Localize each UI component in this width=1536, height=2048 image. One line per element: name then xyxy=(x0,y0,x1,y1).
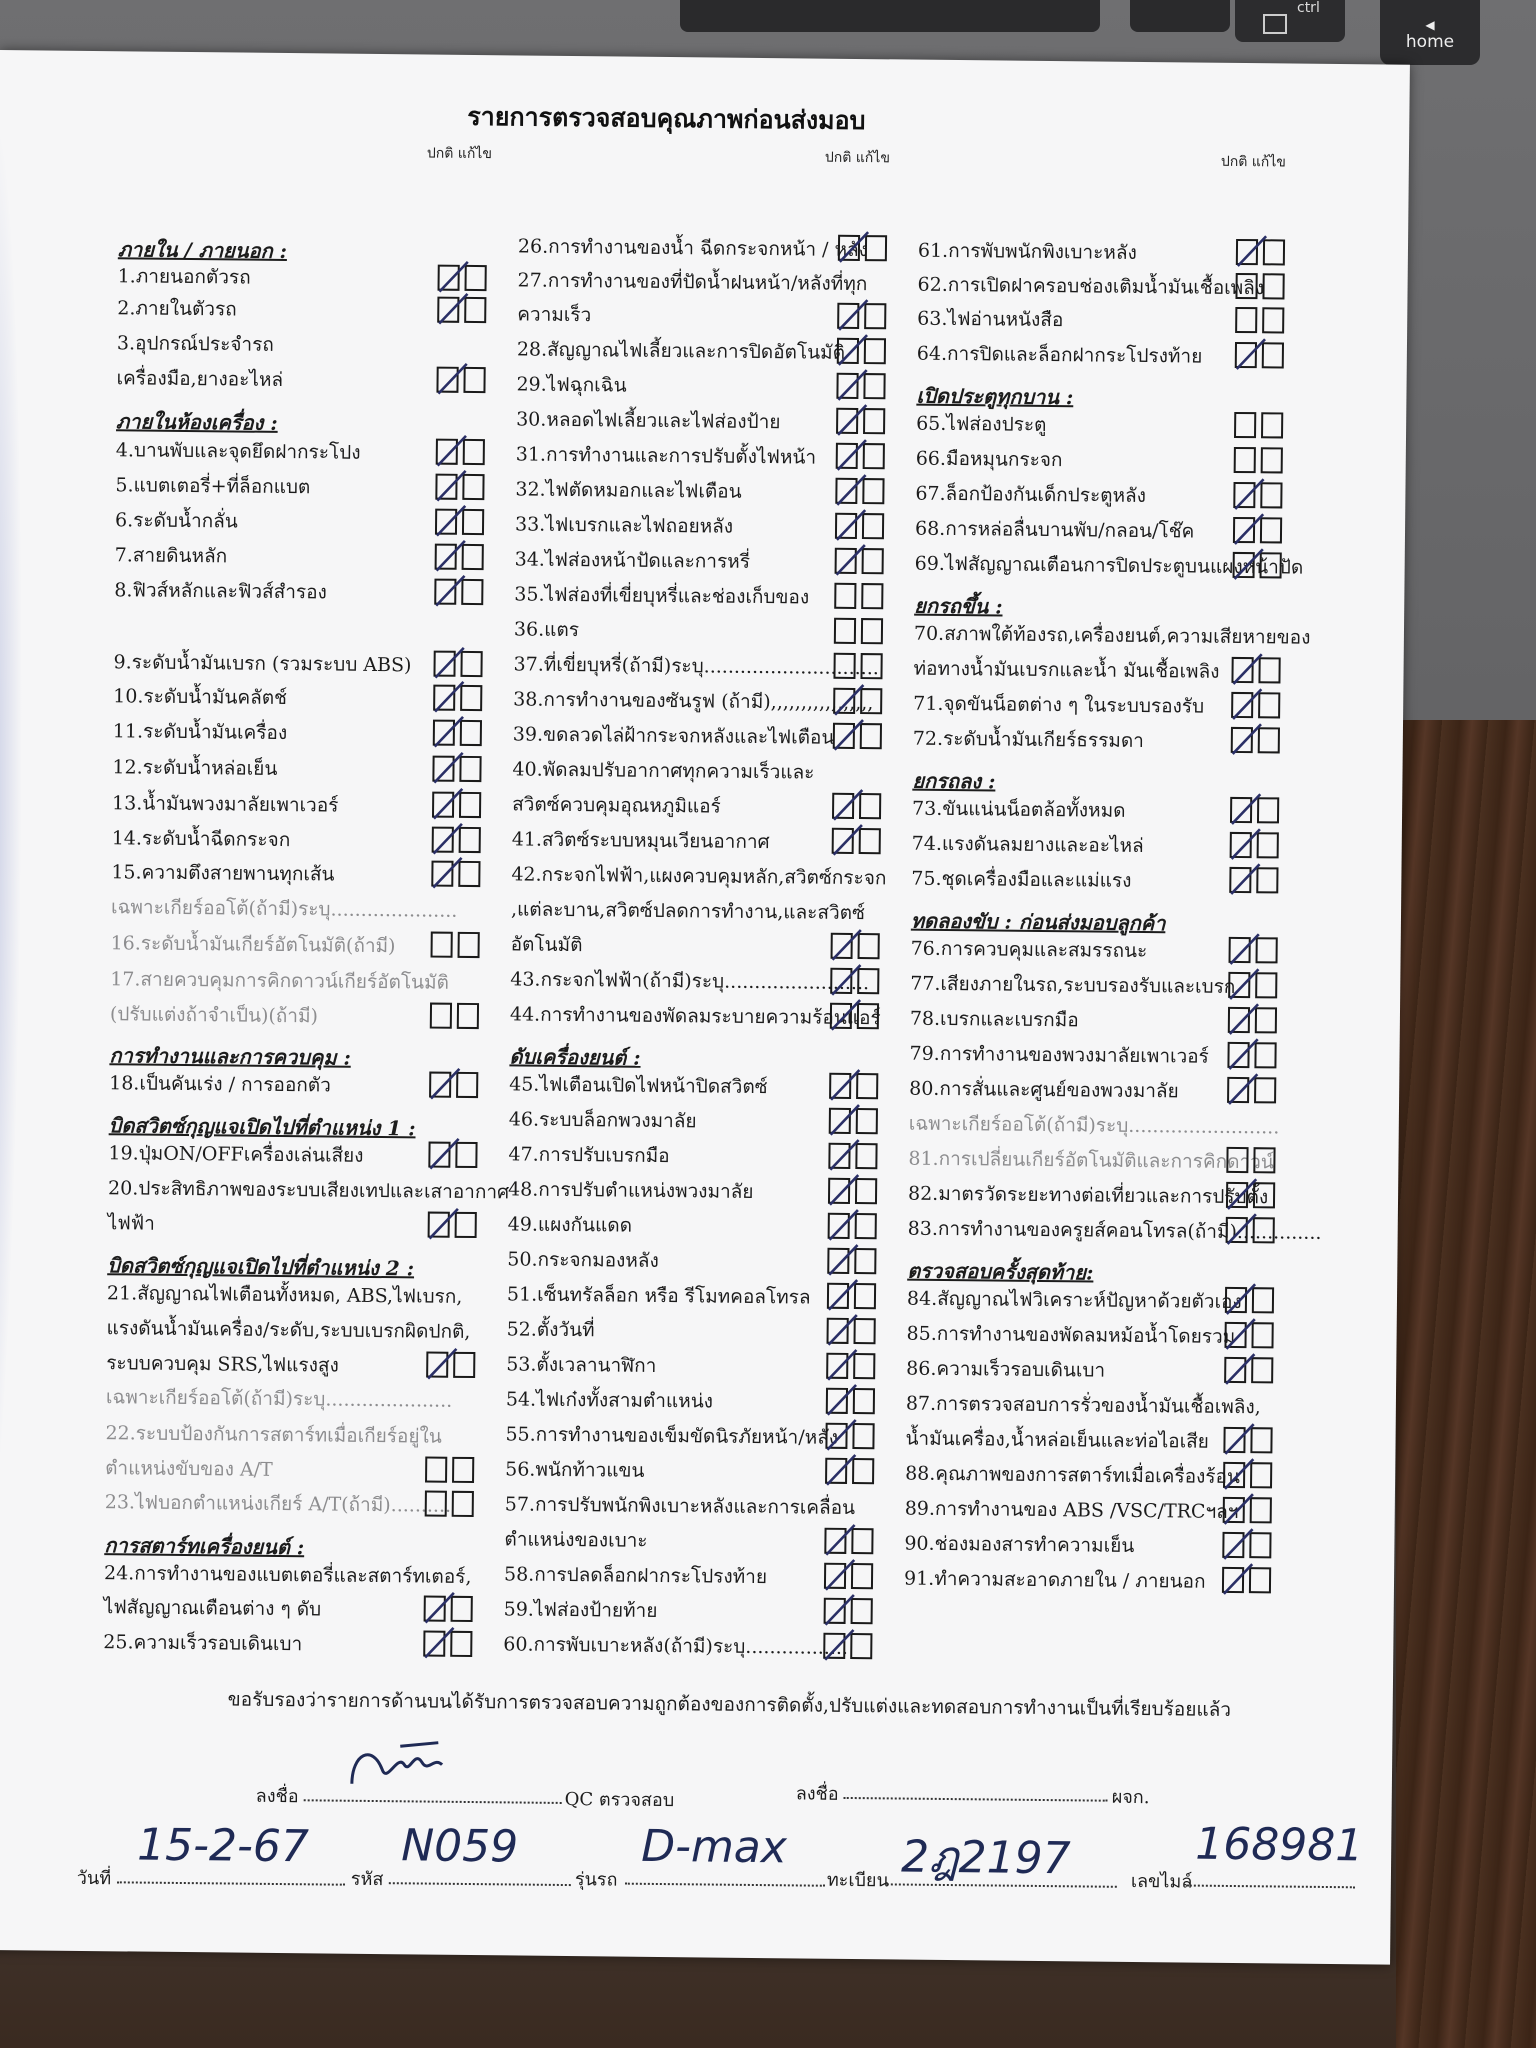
checkbox-pair[interactable] xyxy=(828,1178,880,1207)
checkbox-pair[interactable] xyxy=(832,828,884,857)
checkbox-pair[interactable] xyxy=(1228,972,1280,1001)
checkbox-pair[interactable] xyxy=(435,509,487,538)
check-mark-icon xyxy=(1220,1350,1260,1390)
col-header-2: ปกติ แก้ไข xyxy=(824,149,891,167)
checklist-item-label: 26.การทำงานของน้ำ ฉีดกระจกหน้า / หลัง xyxy=(517,235,869,262)
check-mark-icon xyxy=(1227,720,1267,760)
code-label: รหัส xyxy=(350,1868,384,1891)
checklist-item-label: 19.ปุ่มON/OFFเครื่องเล่นเสียง xyxy=(108,1142,364,1167)
section-heading: ยกรถลง : xyxy=(912,768,996,794)
checkbox-pair[interactable] xyxy=(426,1352,478,1381)
check-mark-icon xyxy=(834,228,874,268)
checklist-item-label: 15.ความตึงสายพานทุกเส้น xyxy=(111,861,335,886)
checkbox-normal[interactable] xyxy=(834,583,856,609)
checklist-item-label: ระบบควบคุม SRS,ไฟแรงสูง xyxy=(106,1352,339,1377)
checklist-item-label: 37.ที่เขี่ยบุหรี่(ถ้ามี)ระบุ............................. xyxy=(513,653,879,680)
checkbox-normal[interactable] xyxy=(833,653,855,679)
checkbox-pair[interactable] xyxy=(827,1248,879,1277)
checkbox-pair[interactable] xyxy=(1233,482,1285,511)
checklist-item-label: 88.คุณภาพของการสตาร์ทเมื่อเครื่องร้อน xyxy=(905,1462,1241,1489)
checkbox-pair[interactable] xyxy=(1235,307,1287,336)
checkbox-pair[interactable] xyxy=(826,1353,878,1382)
checkbox-fix[interactable] xyxy=(452,1491,474,1517)
checkbox-pair[interactable] xyxy=(837,303,889,332)
checkbox-pair[interactable] xyxy=(1231,657,1283,686)
checkbox-fix[interactable] xyxy=(860,653,882,679)
checkbox-pair[interactable] xyxy=(833,653,885,682)
checklist-item-label: ไฟฟ้า xyxy=(107,1212,155,1235)
checklist-item-label: 44.การทำงานของพัดลมระบายความร้อนแอร์ xyxy=(509,1003,881,1030)
section-heading: ดับเครื่องยนต์ : xyxy=(509,1044,641,1070)
checklist-item-label: 16.ระดับน้ำมันเกียร์อัตโนมัติ(ถ้ามี) xyxy=(110,932,396,958)
checklist-item-label: 31.การทำงานและการปรับตั้งไฟหน้า xyxy=(515,443,817,469)
date-line xyxy=(117,1881,345,1885)
checklist-item-label: 4.บานพับและจุดยึดฝากระโปง xyxy=(115,439,361,464)
checklist-item-label: น้ำมันเครื่อง,น้ำหล่อเย็นและท่อไอเสีย xyxy=(905,1427,1209,1453)
qc-sign-label: ลงชื่อ xyxy=(255,1785,299,1808)
wood-table xyxy=(1396,720,1536,2048)
checklist-item-label: 6.ระดับน้ำกลั่น xyxy=(114,509,238,533)
checkbox-pair[interactable] xyxy=(1223,1427,1275,1456)
check-mark-icon xyxy=(429,713,469,753)
checkbox-pair[interactable] xyxy=(835,513,887,542)
checkbox-fix[interactable] xyxy=(458,932,480,958)
keyboard-key xyxy=(1130,0,1230,32)
checkbox-fix[interactable] xyxy=(861,618,883,644)
checkbox-fix[interactable] xyxy=(457,1003,479,1029)
checkbox-pair[interactable] xyxy=(824,1563,876,1592)
checklist-item-label: เฉพาะเกียร์ออโต้(ถ้ามี)ระบุ......................... xyxy=(908,1112,1280,1139)
checklist-item-label: 85.การทำงานของพัดลมหม้อน้ำโดยรวม xyxy=(906,1322,1236,1349)
checklist-item-label: 79.การทำงานของพวงมาลัยเพาเวอร์ xyxy=(909,1042,1209,1068)
keyboard-key-home xyxy=(1380,0,1480,65)
checkbox-pair[interactable] xyxy=(829,1073,881,1102)
checkbox-pair[interactable] xyxy=(431,861,483,890)
check-mark-icon xyxy=(424,1135,464,1175)
checkbox-pair[interactable] xyxy=(1229,867,1281,896)
checklist-item-label: 86.ความเร็วรอบเดินเบา xyxy=(906,1357,1106,1382)
manager-label: ผจก. xyxy=(1111,1786,1150,1809)
checklist-item-label: 62.การเปิดฝาครอบช่องเติมน้ำมันเชื้อเพลิง xyxy=(917,273,1265,300)
checklist-item-label: 55.การทำงานของเข็มขัดนิรภัยหน้า/หลัง xyxy=(505,1423,839,1449)
checkbox-pair[interactable] xyxy=(830,1003,882,1032)
checklist-item-label: 50.กระจกมองหลัง xyxy=(507,1248,659,1272)
checkbox-pair[interactable] xyxy=(425,1491,477,1520)
checkbox-pair[interactable] xyxy=(425,1457,477,1486)
checklist-item-label: 68.การหล่อลื่นบานพับ/กลอน/โช๊ค xyxy=(914,517,1195,543)
arrow-left-icon: ◀ xyxy=(1425,18,1435,32)
checkbox-pair[interactable] xyxy=(828,1213,880,1242)
checklist-item-label: 81.การเปลี่ยนเกียร์อัตโนมัติและการคิกดาวน์ xyxy=(908,1147,1274,1174)
checklist-item-label: 61.การพับพนักพิงเบาะหลัง xyxy=(917,239,1137,264)
checkbox-pair[interactable] xyxy=(1225,1287,1277,1316)
checkbox-pair[interactable] xyxy=(1223,1462,1275,1491)
checklist-item-label: 34.ไฟส่องหน้าปัดและการหรี่ xyxy=(514,548,751,573)
checklist-item-label: 38.การทำงานของซันรูฟ (ถ้ามี),,,,,,,,,,,,,,,,, xyxy=(513,688,874,715)
ctrl-label: ctrl xyxy=(1297,0,1320,16)
checklist-item-label: 87.การตรวจสอบการรั่วของน้ำมันเชื้อเพลิง, xyxy=(905,1392,1261,1419)
checklist-item-label: 76.การควบคุมและสมรรถนะ xyxy=(910,937,1148,963)
checkbox-pair[interactable] xyxy=(838,235,890,264)
checklist-item-label: 54.ไฟเก๋งทั้งสามตำแหน่ง xyxy=(505,1388,714,1413)
checkbox-pair[interactable] xyxy=(1226,1217,1278,1246)
checkbox-pair[interactable] xyxy=(1231,727,1283,756)
check-mark-icon xyxy=(428,749,468,789)
checkbox-pair[interactable] xyxy=(437,297,489,326)
checkbox-normal[interactable] xyxy=(1234,412,1256,438)
checkbox-pair[interactable] xyxy=(428,1142,480,1171)
checkbox-normal[interactable] xyxy=(425,1491,447,1517)
check-mark-icon xyxy=(425,1065,465,1105)
checkbox-pair[interactable] xyxy=(432,792,484,821)
checklist-item-label: 49.แผงกันแดด xyxy=(507,1213,633,1237)
checklist-item-label: 71.จุดขันน็อตต่าง ๆ ในระบบรองรับ xyxy=(913,692,1205,718)
checkbox-pair[interactable] xyxy=(1230,832,1282,861)
checklist-item-label: 83.การทำงานของครูยส์คอนโทรล(ถ้ามี).............. xyxy=(907,1217,1322,1244)
check-mark-icon xyxy=(819,1626,859,1666)
checkbox-pair[interactable] xyxy=(829,1108,881,1137)
col-header-3: ปกติ แก้ไข xyxy=(1220,153,1287,171)
checkbox-pair[interactable] xyxy=(436,367,488,396)
checkbox-pair[interactable] xyxy=(433,685,485,714)
checkbox-pair[interactable] xyxy=(1224,1322,1276,1351)
checklist-item-label: 45.ไฟเตือนเปิดไฟหน้าปิดสวิตซ์ xyxy=(509,1073,768,1099)
checklist-item-label: เฉพาะเกียร์ออโต้(ถ้ามี)ระบุ..................... xyxy=(110,896,458,922)
checkbox-fix[interactable] xyxy=(1262,307,1284,333)
mile-line xyxy=(1187,1885,1355,1889)
check-mark-icon xyxy=(1222,1210,1262,1250)
checklist-item-label: 84.สัญญาณไฟวิเคราะห์ปัญหาด้วยตัวเอง xyxy=(906,1287,1242,1314)
checklist-item-label: 23.ไฟบอกตำแหน่งเกียร์ A/T(ถ้ามี).......... xyxy=(104,1491,452,1517)
checklist-item-label: 40.พัดลมปรับอากาศทุกความเร็วและ xyxy=(512,758,815,784)
checklist-item-label: 82.มาตรวัดระยะทางต่อเที่ยวและการปรับตั้ง xyxy=(907,1182,1269,1209)
mile-value: 168981 xyxy=(1195,1818,1364,1872)
checklist-item-label: 51.เซ็นทรัลล็อก หรือ รีโมทคอลโทรล xyxy=(506,1283,811,1309)
check-mark-icon xyxy=(433,290,473,330)
checkbox-pair[interactable] xyxy=(433,651,485,680)
checklist-item-label: อัตโนมัติ xyxy=(510,933,583,957)
form-title: รายการตรวจสอบคุณภาพก่อนส่งมอบ xyxy=(467,101,866,136)
checkbox-normal[interactable] xyxy=(1226,1147,1248,1173)
checklist-item-label: ไฟสัญญาณเตือนต่าง ๆ ดับ xyxy=(103,1596,322,1621)
checklist-item-label: 3.อุปกรณ์ประจำรถ xyxy=(116,332,274,356)
check-mark-icon xyxy=(826,996,866,1036)
checklist-item-label: 11.ระดับน้ำมันเครื่อง xyxy=(112,720,288,745)
checkbox-pair[interactable] xyxy=(1234,412,1286,441)
checkbox-pair[interactable] xyxy=(1233,552,1285,581)
check-mark-icon xyxy=(1218,1560,1258,1600)
checklist-item-label: 30.หลอดไฟเลี้ยวและไฟส่องป้าย xyxy=(516,408,781,434)
checklist-item-label: 18.เป็นคันเร่ง / การออกตัว xyxy=(109,1072,331,1097)
checkbox-pair[interactable] xyxy=(1235,342,1287,371)
checkbox-pair[interactable] xyxy=(434,579,486,608)
checkbox-pair[interactable] xyxy=(1226,1182,1278,1211)
section-heading: ยกรถขึ้น : xyxy=(914,593,1003,619)
checklist-item-label: 8.ฟิวส์หลักและฟิวส์สำรอง xyxy=(114,579,327,604)
checklist-item-label: 64.การปิดและล็อกฝากระโปรงท้าย xyxy=(916,342,1203,368)
check-mark-icon xyxy=(1231,335,1271,375)
checkbox-pair[interactable] xyxy=(1236,239,1288,268)
checkbox-normal[interactable] xyxy=(431,932,453,958)
checkbox-pair[interactable] xyxy=(1227,1042,1279,1071)
checkbox-normal[interactable] xyxy=(1235,307,1257,333)
section-heading: บิดสวิตซ์กุญแจเปิดไปที่ตำแหน่ง 2 : xyxy=(107,1253,415,1281)
checklist-paper xyxy=(0,50,1410,1965)
keyboard-key xyxy=(680,0,1100,32)
checklist-item-label: ท่อทางน้ำมันเบรกและน้ำ มันเชื้อเพลิง xyxy=(913,657,1220,683)
keyboard-key-ctrl xyxy=(1235,0,1345,42)
check-mark-icon xyxy=(430,572,470,612)
checklist-item-label: 27.การทำงานของที่ปัดน้ำฝนหน้า/หลังที่ทุก xyxy=(517,269,868,296)
checkbox-pair[interactable] xyxy=(436,439,488,468)
section-heading: การสตาร์ทเครื่องยนต์ : xyxy=(104,1533,305,1560)
check-mark-icon xyxy=(830,541,870,581)
check-mark-icon xyxy=(828,821,868,861)
section-heading: เปิดประตูทุกบาน : xyxy=(916,383,1074,410)
checklist-item-label: 75.ชุดเครื่องมือและแม่แรง xyxy=(911,867,1132,892)
checkbox-normal[interactable] xyxy=(1235,273,1257,299)
section-heading: ทดลองขับ : ก่อนส่งมอบลูกค้า xyxy=(910,908,1166,936)
section-heading: ตรวจสอบครั้งสุดท้าย: xyxy=(907,1258,1094,1285)
model-value: D-max xyxy=(640,1820,788,1874)
checklist-item-label: 56.พนักท้าวแขน xyxy=(505,1458,645,1482)
reg-label: ทะเบียน xyxy=(826,1869,889,1892)
checklist-item-label: 57.การปรับพนักพิงเบาะหลังและการเคลื่อน xyxy=(504,1493,856,1520)
checkbox-pair[interactable] xyxy=(827,1283,879,1312)
checklist-item-label: 10.ระดับน้ำมันคลัตช์ xyxy=(113,685,288,710)
checkbox-pair[interactable] xyxy=(830,968,882,997)
reg-value: 2ฎ2197 xyxy=(900,1831,1071,1885)
date-value: 15-2-67 xyxy=(136,1819,310,1873)
checkbox-fix[interactable] xyxy=(861,583,883,609)
home-label: home xyxy=(1405,32,1455,52)
checklist-item-label: 58.การปลดล็อกฝากระโปรงท้าย xyxy=(503,1563,768,1589)
checklist-item-label: 66.มือหมุนกระจก xyxy=(915,447,1063,472)
checkbox-pair[interactable] xyxy=(836,408,888,437)
checklist-item-label: ,แต่ละบาน,สวิตซ์ปลดการทำงาน,และสวิตซ์ xyxy=(510,898,866,925)
checklist-item-label: 36.แตร xyxy=(513,618,580,642)
checkbox-pair[interactable] xyxy=(836,373,888,402)
checkbox-pair[interactable] xyxy=(824,1528,876,1557)
checkbox-pair[interactable] xyxy=(1235,273,1287,302)
checklist-item-label: เครื่องมือ,ยางอะไหล่ xyxy=(116,367,284,391)
checklist-item-label: 90.ช่องมองสารทำความเย็น xyxy=(904,1532,1135,1557)
checkbox-pair[interactable] xyxy=(832,793,884,822)
checkbox-pair[interactable] xyxy=(835,548,887,577)
checkbox-pair[interactable] xyxy=(433,720,485,749)
section-heading: บิดสวิตซ์กุญแจเปิดไปที่ตำแหน่ง 1 : xyxy=(108,1113,416,1141)
checklist-item-label: 17.สายควบคุมการคิกดาวน์เกียร์อัตโนมัติ xyxy=(110,968,450,994)
checkbox-pair[interactable] xyxy=(430,932,482,961)
checklist-item-label: (ปรับแต่งถ้าจำเป็น)(ถ้ามี) xyxy=(109,1003,319,1028)
checkbox-pair[interactable] xyxy=(1223,1497,1275,1526)
checkbox-fix[interactable] xyxy=(1261,447,1283,473)
checklist-item-label: ตำแหน่งขับของ A/T xyxy=(105,1457,273,1481)
checklist-item-label: 77.เสียงภายในรถ,ระบบรองรับและเบรก xyxy=(910,972,1236,998)
checklist-item-label: 32.ไฟตัดหมอกและไฟเตือน xyxy=(515,478,742,503)
checkbox-pair[interactable] xyxy=(833,723,885,752)
checklist-item-label: 24.การทำงานของแบตเตอรี่และสตาร์ทเตอร์, xyxy=(103,1562,472,1589)
checkbox-pair[interactable] xyxy=(1224,1357,1276,1386)
checkbox-pair[interactable] xyxy=(1234,447,1286,476)
checkbox-pair[interactable] xyxy=(836,443,888,472)
checklist-item-label: 60.การพับเบาะหลัง(ถ้ามี)ระบุ................. xyxy=(503,1633,849,1659)
checklist-item-label: 53.ตั้งเวลานาฬิกา xyxy=(506,1353,657,1377)
checkbox-pair[interactable] xyxy=(432,827,484,856)
checklist-item-label: 9.ระดับน้ำมันเบรก (รวมระบบ ABS) xyxy=(113,651,412,677)
checklist-item-label: 52.ตั้งวันที่ xyxy=(506,1318,595,1342)
checklist-item-label: 20.ประสิทธิภาพของระบบเสียงเทปและเสาอากาศ xyxy=(107,1177,510,1204)
check-mark-icon xyxy=(1232,232,1272,272)
checkbox-pair[interactable] xyxy=(828,1143,880,1172)
check-mark-icon xyxy=(422,1344,462,1384)
mile-label: เลขไมล์ xyxy=(1130,1870,1193,1893)
checklist-item-label: 12.ระดับน้ำหล่อเย็น xyxy=(112,756,278,780)
checkbox-pair[interactable] xyxy=(825,1423,877,1452)
check-mark-icon xyxy=(829,716,869,756)
check-mark-icon xyxy=(419,1623,459,1663)
check-mark-icon xyxy=(1225,860,1265,900)
check-mark-icon xyxy=(1223,1070,1263,1110)
checklist-item-label: 13.น้ำมันพวงมาลัยเพาเวอร์ xyxy=(112,792,339,817)
certification-text: ขอรับรองว่ารายการด้านบนได้รับการตรวจสอบความถูกต้องของการติดตั้ง,ปรับแต่งและทดสอบการทำงานเป็นที่เรียบร้อยแล้ว xyxy=(227,1688,1232,1721)
checkbox-fix[interactable] xyxy=(1262,273,1284,299)
check-mark-icon xyxy=(427,854,467,894)
checkbox-pair[interactable] xyxy=(1227,1077,1279,1106)
checkbox-pair[interactable] xyxy=(428,1212,480,1241)
checklist-item-label: 7.สายดินหลัก xyxy=(114,544,228,568)
section-heading: ภายใน / ภายนอก : xyxy=(117,237,288,264)
checklist-item-label: 21.สัญญาณไฟเตือนทั้งหมด, ABS,ไฟเบรก, xyxy=(106,1282,463,1308)
check-mark-icon xyxy=(432,360,472,400)
checkbox-fix[interactable] xyxy=(1253,1147,1275,1173)
checklist-item-label: 35.ไฟส่องที่เขี่ยบุหรี่และช่องเก็บของ xyxy=(514,583,810,609)
checkbox-pair[interactable] xyxy=(835,478,887,507)
model-line xyxy=(625,1883,825,1887)
checkbox-pair[interactable] xyxy=(435,474,487,503)
checklist-item-label: 59.ไฟส่องป้ายท้าย xyxy=(503,1598,658,1622)
checklist-item-label: 28.สัญญาณไฟเลี้ยวและการปิดอัตโนมัติ xyxy=(516,338,846,364)
checkbox-pair[interactable] xyxy=(837,338,889,367)
checklist-item-label: สวิตซ์ควบคุมอุณหภูมิแอร์ xyxy=(512,793,721,818)
checklist-item-label: 42.กระจกไฟฟ้า,แผงควบคุมหลัก,สวิตซ์กระจก xyxy=(511,863,887,890)
checklist-item-label: 33.ไฟเบรกและไฟถอยหลัง xyxy=(514,513,734,538)
checkbox-pair[interactable] xyxy=(834,618,886,647)
check-mark-icon xyxy=(1228,545,1268,585)
checklist-item-label: 22.ระบบป้องกันการสตาร์ทเมื่อเกียร์อยู่ใน xyxy=(105,1422,442,1448)
checkbox-normal[interactable] xyxy=(1234,447,1256,473)
checkbox-normal[interactable] xyxy=(834,618,856,644)
checklist-item-label: 78.เบรกและเบรกมือ xyxy=(909,1007,1079,1032)
checkbox-fix[interactable] xyxy=(1261,412,1283,438)
signature-scribble xyxy=(342,1734,463,1805)
checklist-item-label: 67.ล็อกป้องกันเด็กประตูหลัง xyxy=(915,482,1147,508)
checklist-item-label: 91.ทำความสะอาดภายใน / ภายนอก xyxy=(903,1567,1206,1593)
col-header-1: ปกติ แก้ไข xyxy=(426,145,493,163)
checkbox-fix[interactable] xyxy=(452,1457,474,1483)
checkbox-normal[interactable] xyxy=(425,1457,447,1483)
checkbox-pair[interactable] xyxy=(826,1388,878,1417)
date-label: วันที่ xyxy=(76,1867,112,1890)
code-value: N059 xyxy=(400,1820,519,1873)
checklist-item-label: 65.ไฟส่องประตู xyxy=(916,412,1047,436)
checklist-item-label: แรงดันน้ำมันเครื่อง/ระดับ,ระบบเบรกผิดปกติ, xyxy=(106,1317,471,1343)
checklist-item-label: 41.สวิตซ์ระบบหมุนเวียนอากาศ xyxy=(511,828,770,854)
checkbox-pair[interactable] xyxy=(833,688,885,717)
checklist-item-label: 47.การปรับเบรกมือ xyxy=(508,1143,670,1168)
checkbox-pair[interactable] xyxy=(1222,1532,1274,1561)
manager-sign-label: ลงชื่อ xyxy=(795,1783,839,1805)
checklist-item-label: 73.ขันแน่นน็อตล้อทั้งหมด xyxy=(911,797,1126,822)
checkbox-pair[interactable] xyxy=(831,933,883,962)
checklist-item-label: 25.ความเร็วรอบเดินเบา xyxy=(103,1631,303,1656)
checklist-item-label: 5.แบตเตอรี่+ที่ล็อกแบต xyxy=(115,474,311,499)
checkbox-pair[interactable] xyxy=(824,1598,876,1627)
checklist-item-label: 1.ภายนอกตัวรถ xyxy=(117,265,251,289)
checklist-item-label: 2.ภายในตัวรถ xyxy=(117,297,237,321)
checklist-item-label: เฉพาะเกียร์ออโต้(ถ้ามี)ระบุ..................... xyxy=(105,1386,453,1412)
code-line xyxy=(389,1882,571,1886)
check-mark-icon xyxy=(821,1451,861,1491)
checkbox-pair[interactable] xyxy=(424,1596,476,1625)
checkbox-pair[interactable] xyxy=(1226,1147,1278,1176)
checklist-item-label: 70.สภาพใต้ท้องรถ,เครื่องยนต์,ความเสียหายของ xyxy=(913,622,1311,649)
checkbox-pair[interactable] xyxy=(826,1318,878,1347)
checklist-item-label: 46.ระบบล็อกพวงมาลัย xyxy=(508,1108,697,1133)
check-mark-icon xyxy=(424,1205,464,1245)
checkbox-pair[interactable] xyxy=(432,756,484,785)
checklist-item-label: 14.ระดับน้ำฉีดกระจก xyxy=(111,827,291,852)
checkbox-pair[interactable] xyxy=(834,583,886,612)
checklist-item-label: 89.การทำงานของ ABS /VSC/TRCฯลฯ xyxy=(904,1497,1239,1524)
checkbox-pair[interactable] xyxy=(1228,1007,1280,1036)
checklist-item-label: 43.กระจกไฟฟ้า(ถ้ามี)ระบุ........................ xyxy=(510,968,870,995)
checklist-item-label: 48.การปรับตำแหน่งพวงมาลัย xyxy=(507,1178,754,1203)
checklist-item-label: 63.ไฟอ่านหนังสือ xyxy=(917,307,1064,332)
checklist-item-label: 74.แรงดันลมยางและอะไหล่ xyxy=(911,832,1144,858)
checkbox-normal[interactable] xyxy=(430,1003,452,1029)
checklist-item-label: ความเร็ว xyxy=(517,303,592,327)
checkbox-pair[interactable] xyxy=(1231,692,1283,721)
checkbox-pair[interactable] xyxy=(1228,937,1280,966)
section-heading: ภายในห้องเครื่อง : xyxy=(115,409,278,435)
checkbox-pair[interactable] xyxy=(825,1458,877,1487)
checklist-item-label: 72.ระดับน้ำมันเกียร์ธรรมดา xyxy=(912,727,1145,753)
ink-stain xyxy=(0,110,29,1610)
menu-icon xyxy=(1263,14,1287,34)
checkbox-pair[interactable] xyxy=(823,1633,875,1662)
qc-label: QC ตรวจสอบ xyxy=(564,1789,675,1812)
checklist-item-label: ตำแหน่งของเบาะ xyxy=(504,1528,648,1552)
checkbox-pair[interactable] xyxy=(429,1072,481,1101)
model-label: รุ่นรถ xyxy=(574,1869,618,1891)
checkbox-pair[interactable] xyxy=(423,1631,475,1660)
checkbox-pair[interactable] xyxy=(435,544,487,573)
manager-sign-line xyxy=(844,1797,1108,1802)
checklist-item-label: 39.ขดลวดไล่ฝ้ากระจกหลังและไฟเตือน xyxy=(512,723,835,749)
checkbox-pair[interactable] xyxy=(1222,1567,1274,1596)
checkbox-pair[interactable] xyxy=(430,1003,482,1032)
section-heading: การทำงานและการควบคุม : xyxy=(109,1043,351,1070)
checklist-item-label: 29.ไฟฉุกเฉิน xyxy=(516,373,627,397)
checkbox-pair[interactable] xyxy=(1230,797,1282,826)
checklist-item-label: 80.การสั่นและศูนย์ของพวงมาลัย xyxy=(909,1077,1179,1103)
checkbox-pair[interactable] xyxy=(1233,517,1285,546)
checklist-item-label: 69.ไฟสัญญาณเตือนการปิดประตูบนแผงหน้าปัด xyxy=(914,552,1304,579)
